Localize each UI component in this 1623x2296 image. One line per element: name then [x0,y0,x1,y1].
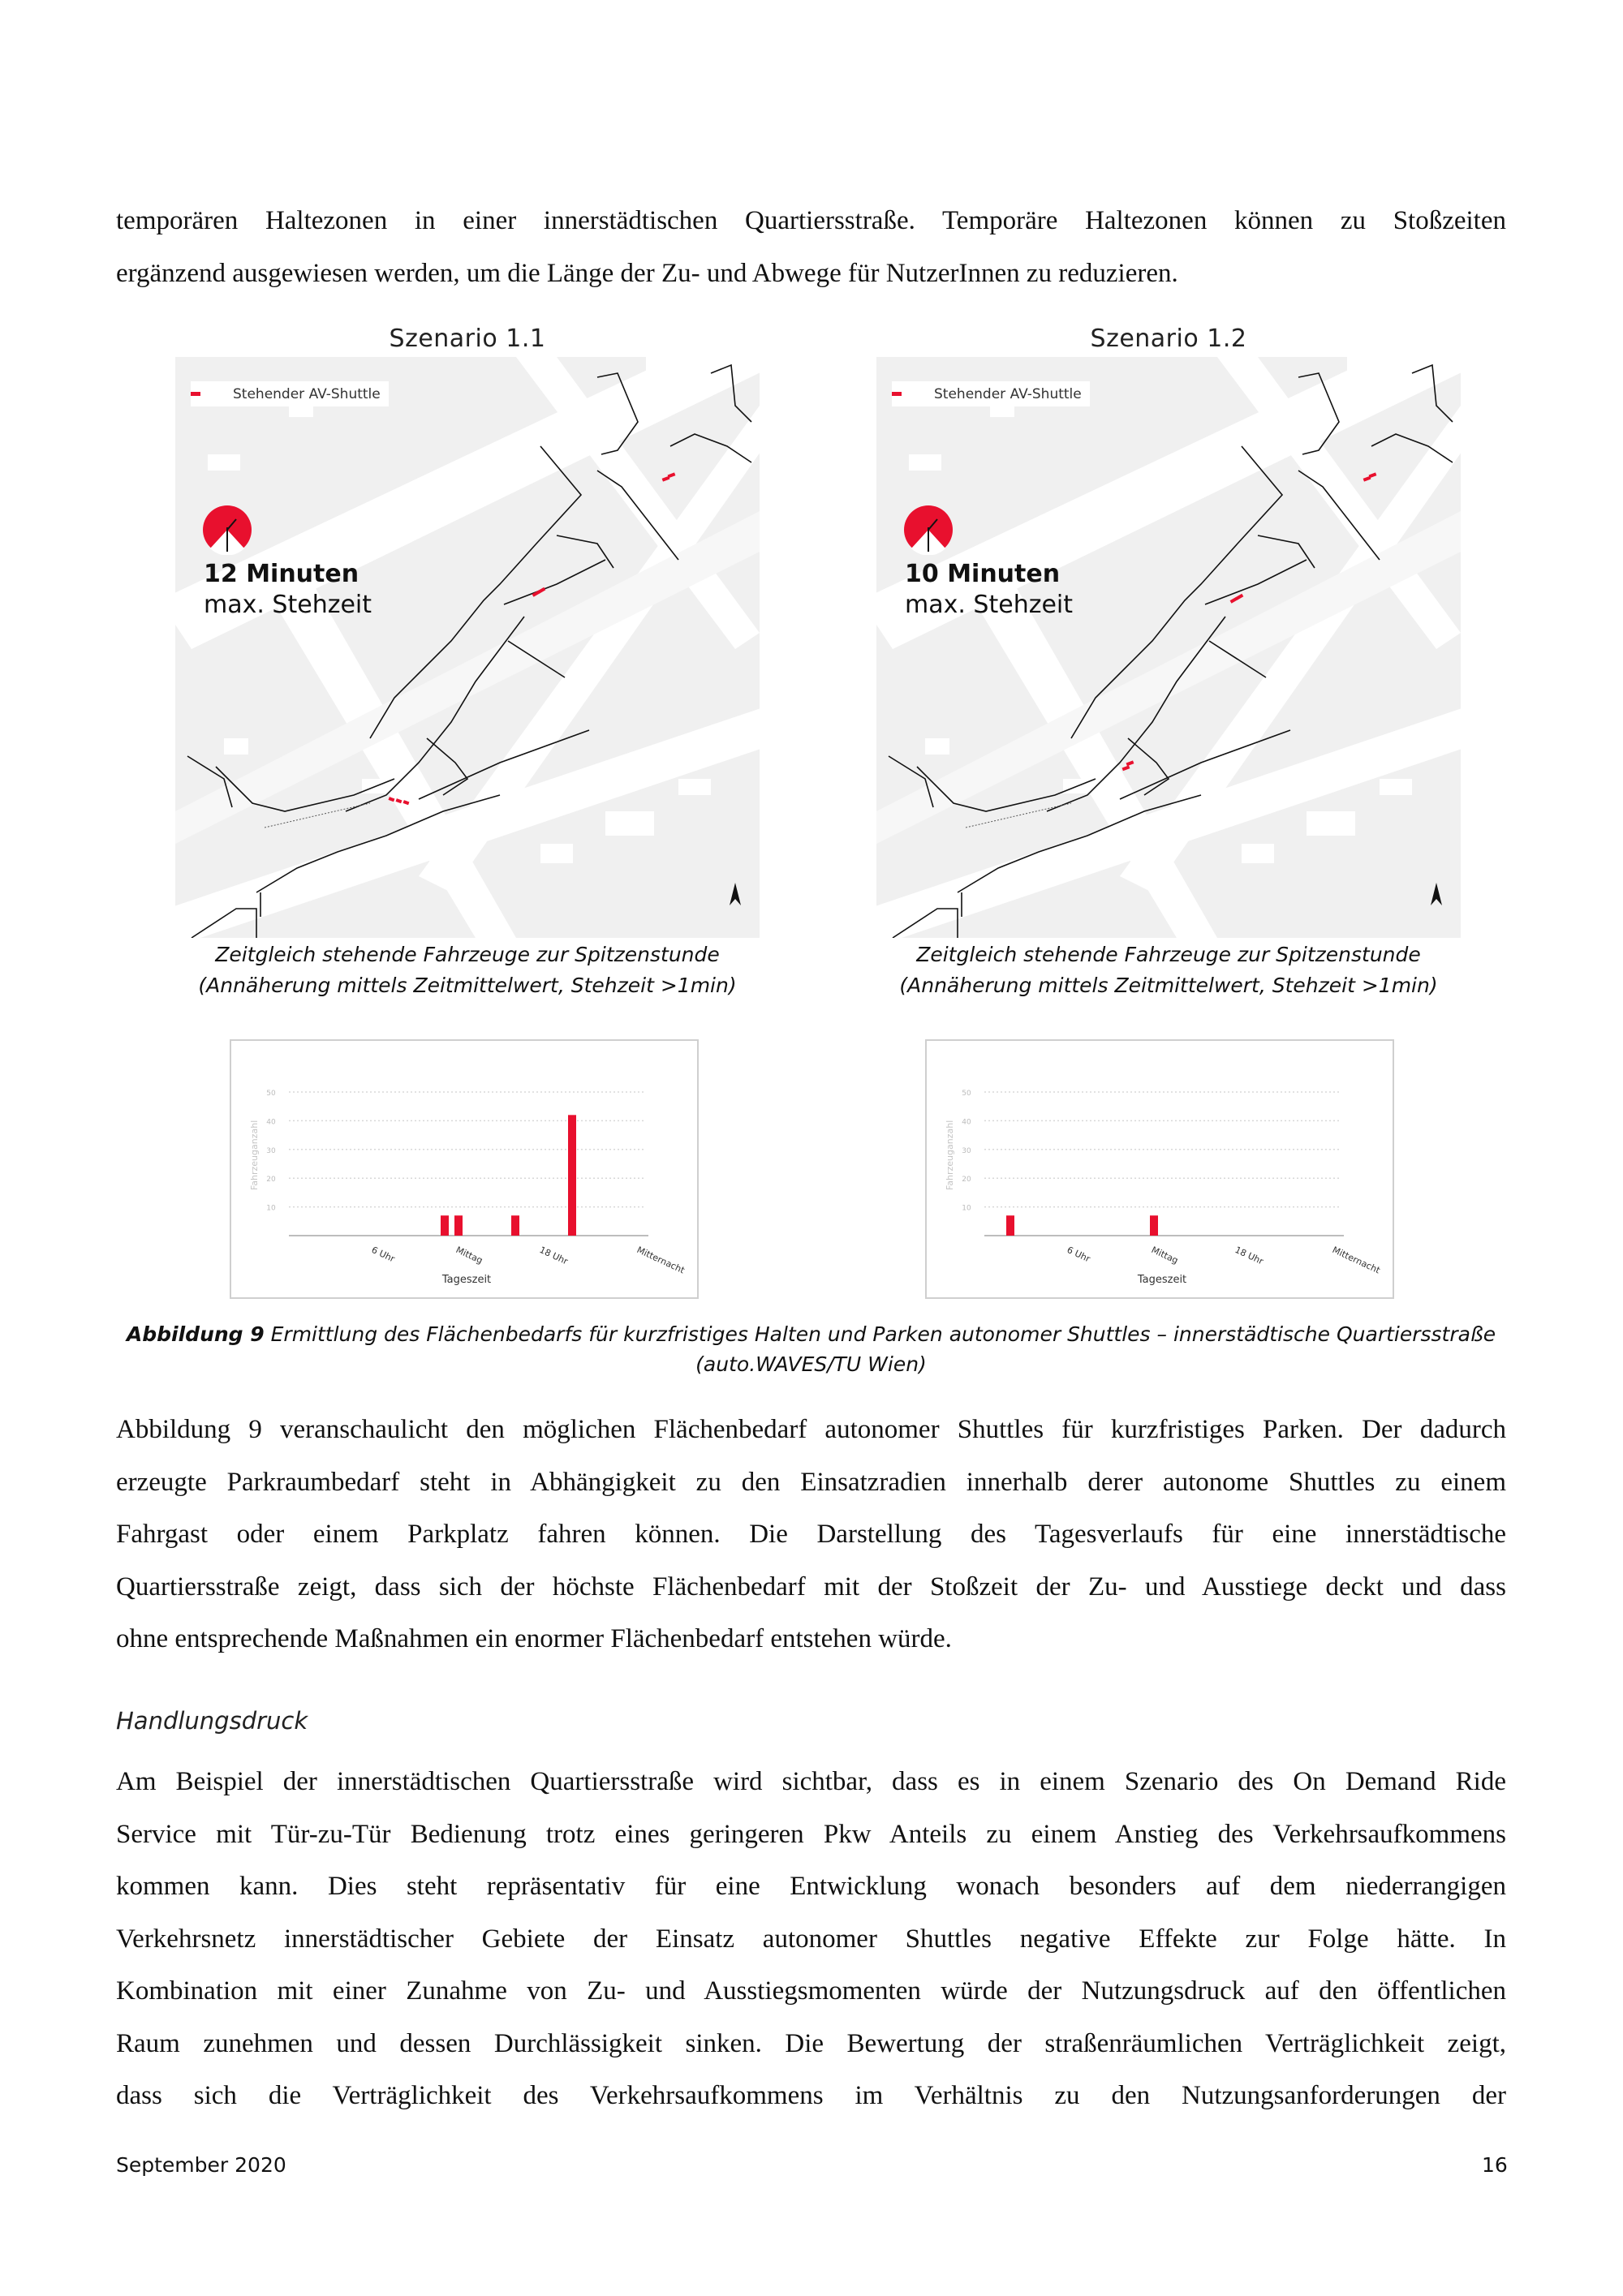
map-caption-1 [159,939,776,1001]
x-axis-label: Tageszeit [441,1274,492,1286]
legend-label: Stehender AV-Shuttle [934,385,1082,402]
text-line: Kombination mit einer Zunahme von Zu- und Ausstiegsmomenten würde der Nutzungsdruck auf den öffentlichen [116,1976,1506,2006]
north-arrow-icon [1431,883,1442,905]
figure-caption-text: Ermittlung des Flächenbedarfs für kurzfristiges Halten und Parken autonomer Shuttles – innerstädtische Quartiersstraße [264,1322,1496,1346]
map-caption-2 [860,939,1477,1001]
text-line: dass sich die Verträglichkeit des Verkehrsaufkommens im Verhältnis zu den Nutzungsanforderungen der [116,2081,1506,2110]
text-line: temporären Haltezonen in einer innerstädtischen Quartiersstraße. Temporäre Haltezonen können zu Stoßzeiten [116,206,1506,235]
map-scenario-1 [175,357,760,938]
bar [568,1115,576,1236]
y-tick-label: 40 [266,1118,276,1127]
y-tick-label: 20 [962,1176,971,1185]
y-tick-label: 20 [266,1176,276,1185]
caption-line: (Annäherung mittels Zeitmittelwert, Stehzeit >1min) [899,974,1438,997]
bar-chart-scenario-1 [230,1039,699,1299]
caption-line: Zeitgleich stehende Fahrzeuge zur Spitzenstunde [215,943,720,966]
x-tick-label: Mittag [1149,1244,1180,1266]
x-tick-label: Mittag [454,1244,484,1266]
legend-label: Stehender AV-Shuttle [233,385,381,402]
max-minutes-label: 12 Minuten [204,560,359,588]
text-line: kommen kann. Dies steht repräsentativ für eine Entwicklung wonach besonders auf dem niederrangigen [116,1872,1506,1901]
text-line: Abbildung 9 veranschaulicht den möglichen Flächenbedarf autonomer Shuttles für kurzfristiges Parken. Der dadurch [116,1415,1506,1444]
paragraph-handlungsdruck [116,1756,1506,2122]
max-minutes-label: 10 Minuten [905,560,1061,588]
bar [1006,1215,1014,1236]
x-tick-label: Mitternacht [1330,1244,1382,1276]
clock-icon [202,505,252,555]
street-map-graphic [876,357,1461,938]
x-tick-label: Mitternacht [635,1244,687,1276]
y-tick-label: 10 [962,1204,971,1213]
y-tick-label: 30 [266,1146,276,1155]
text-line: erzeugte Parkraumbedarf steht in Abhängigkeit zu den Einsatzradien innerhalb derer autonome Shuttles zu einem [116,1467,1506,1497]
street-map-graphic [175,357,760,938]
map-legend [892,381,1090,406]
scenario-title-1: Szenario 1.1 [389,325,546,353]
paragraph-figure-explanation [116,1404,1506,1666]
clock-icon [903,505,954,555]
x-tick-label: 6 Uhr [369,1244,397,1265]
shuttle-swatch-icon [892,392,902,396]
page-number: 16 [1482,2153,1508,2177]
text-line: Am Beispiel der innerstädtischen Quartiersstraße wird sichtbar, dass es in einem Szenario des On Demand Ride [116,1767,1506,1796]
scenario-title-2: Szenario 1.2 [1090,325,1247,353]
map-scenario-2 [876,357,1461,938]
x-tick-label: 6 Uhr [1065,1244,1092,1265]
chart-plot [927,1041,1396,1301]
bar-chart-scenario-2 [925,1039,1394,1299]
y-axis-label: Fahrzeuganzahl [945,1120,955,1191]
caption-line: (Annäherung mittels Zeitmittelwert, Stehzeit >1min) [198,974,737,997]
y-tick-label: 10 [266,1204,276,1213]
text-line: Service mit Tür-zu-Tür Bedienung trotz eines geringeren Pkw Anteils zu einem Anstieg des Verkehrsaufkommens [116,1819,1506,1849]
chart-plot [231,1041,700,1301]
y-tick-label: 50 [266,1090,276,1098]
figure-caption [116,1319,1506,1379]
max-standing-time-label: max. Stehzeit [905,591,1074,619]
text-line: ohne entsprechende Maßnahmen ein enormer Flächenbedarf entstehen würde. [116,1624,952,1653]
x-axis-label: Tageszeit [1137,1274,1187,1286]
bar [511,1215,519,1236]
footer-date: September 2020 [116,2153,286,2177]
text-line: Quartiersstraße zeigt, dass sich der höchste Flächenbedarf mit der Stoßzeit der Zu- und Ausstiege deckt und dass [116,1572,1506,1602]
x-tick-label: 18 Uhr [537,1244,570,1267]
map-legend [191,381,389,406]
text-line: Fahrgast oder einem Parkplatz fahren können. Die Darstellung des Tagesverlaufs für eine innerstädtische [116,1520,1506,1549]
bar [441,1215,449,1236]
y-tick-label: 30 [962,1146,971,1155]
y-tick-label: 40 [962,1118,971,1127]
bar [454,1215,463,1236]
figure-number: Abbildung 9 [126,1322,265,1346]
max-standing-time-label: max. Stehzeit [204,591,372,619]
text-line: ergänzend ausgewiesen werden, um die Länge der Zu- und Abwege für NutzerInnen zu reduzieren. [116,258,1178,288]
intro-paragraph [116,195,1506,299]
bar [1150,1215,1158,1236]
caption-line: Zeitgleich stehende Fahrzeuge zur Spitzenstunde [916,943,1421,966]
shuttle-swatch-icon [191,392,200,396]
section-subheading: Handlungsdruck [116,1707,308,1735]
north-arrow-icon [730,883,741,905]
x-tick-label: 18 Uhr [1233,1244,1265,1267]
y-axis-label: Fahrzeuganzahl [249,1120,260,1191]
text-line: Verkehrsnetz innerstädtischer Gebiete der Einsatz autonomer Shuttles negative Effekte zur Folge hätte. In [116,1924,1506,1954]
text-line: Raum zunehmen und dessen Durchlässigkeit sinken. Die Bewertung der straßenräumlichen Verträglichkeit zeigt, [116,2028,1506,2058]
y-tick-label: 50 [962,1090,971,1098]
figure-source: (auto.WAVES/TU Wien) [695,1352,927,1376]
